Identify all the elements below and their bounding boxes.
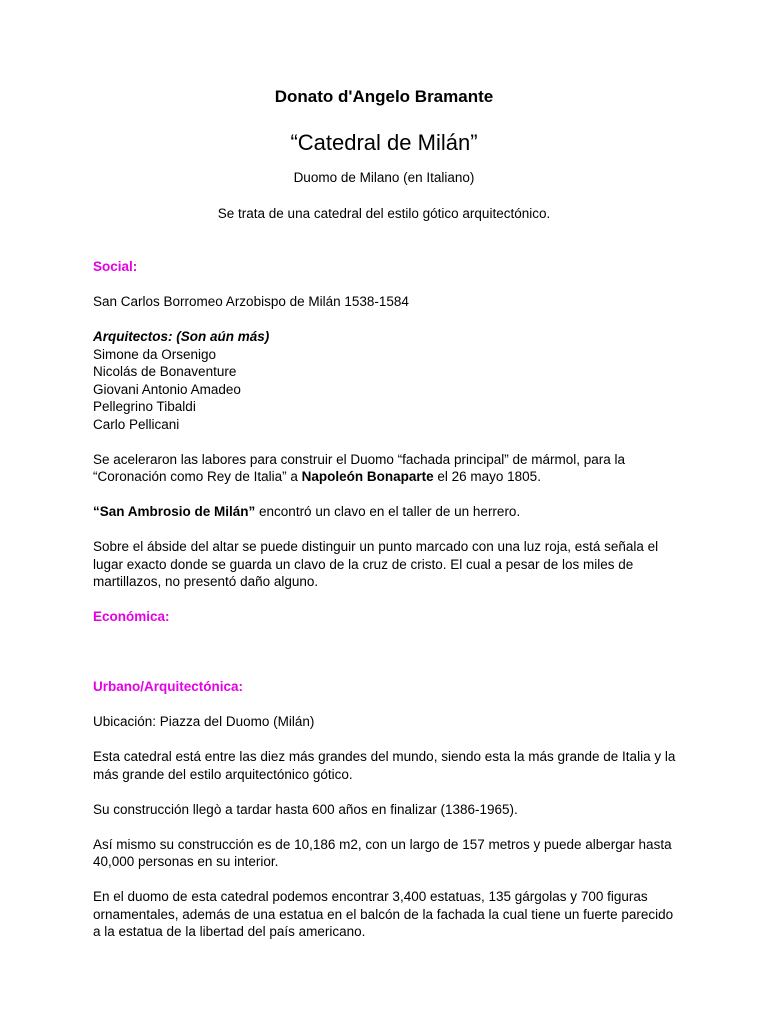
architects-list	[93, 346, 683, 434]
paragraph-abside: Sobre el ábside del altar se puede distinguir un punto marcado con una luz roja, está señala el lugar exacto donde se guarda un clavo de la cruz de cristo. El cual a pesar de los miles de martillazos, no presentó daño alguno.	[93, 539, 659, 589]
paragraph-construccion: Su construcción llegò a tardar hasta 600 años en finalizar (1386-1965).	[93, 801, 518, 817]
document-title: “Catedral de Milán”	[290, 130, 478, 155]
intro-line: Se trata de una catedral del estilo gótico arquitectónico.	[217, 206, 551, 221]
list-item: Giovani Antonio Amadeo	[93, 381, 241, 397]
paragraph-text: encontró un clavo en el taller de un herrero.	[255, 504, 521, 519]
list-item: Pellegrino Tibaldi	[93, 399, 196, 414]
section-heading-urbano: Urbano/Arquitectónica:	[93, 679, 244, 694]
document-subtitle: Duomo de Milano (en Italiano)	[293, 170, 475, 185]
architects-block	[93, 328, 683, 433]
architects-heading: Arquitectos: (Son aún más)	[93, 329, 270, 344]
paragraph-estatuas: En el duomo de esta catedral podemos encontrar 3,400 estatuas, 135 gárgolas y 700 figuras ornamentales, además de una estatua en el balcón de la fachada la cual tiene un fuerte parecido a la estatua de la libertad del país americano.	[93, 889, 674, 939]
section-heading-economica: Económica:	[93, 609, 170, 624]
list-item: Simone da Orsenigo	[93, 346, 217, 362]
list-item: Carlo Pellicani	[93, 416, 180, 432]
section-heading-social: Social:	[93, 259, 138, 274]
list-item: Nicolás de Bonaventure	[93, 364, 237, 379]
body-content	[93, 258, 683, 958]
bold-text-ambrosio: “San Ambrosio de Milán”	[93, 504, 256, 519]
paragraph-grandes: Esta catedral está entre las diez más grandes del mundo, siendo esta la más grande de Italia y la más grande del estilo arquitectónico gótico.	[93, 749, 676, 782]
paragraph-text: el 26 mayo 1805.	[433, 469, 541, 484]
paragraph-text: Se aceleraron las labores para construir el Duomo “fachada principal” de mármol, para la “Coronación como Rey de Italia” a	[93, 451, 626, 484]
spacer	[93, 643, 683, 661]
social-line-borromeo: San Carlos Borromeo Arzobispo de Milán 1538-1584	[93, 294, 409, 309]
paragraph-dimensiones: Así mismo su construcción es de 10,186 m2, con un largo de 157 metros y puede albergar hasta 40,000 personas en su interior.	[93, 836, 672, 869]
bold-text-napoleon: Napoleón Bonaparte	[301, 469, 434, 484]
author-heading: Donato d'Angelo Bramante	[274, 87, 494, 106]
paragraph-ambrosio	[93, 503, 683, 521]
paragraph-ubicacion: Ubicación: Piazza del Duomo (Milán)	[93, 714, 315, 729]
paragraph-napoleon	[93, 451, 683, 486]
